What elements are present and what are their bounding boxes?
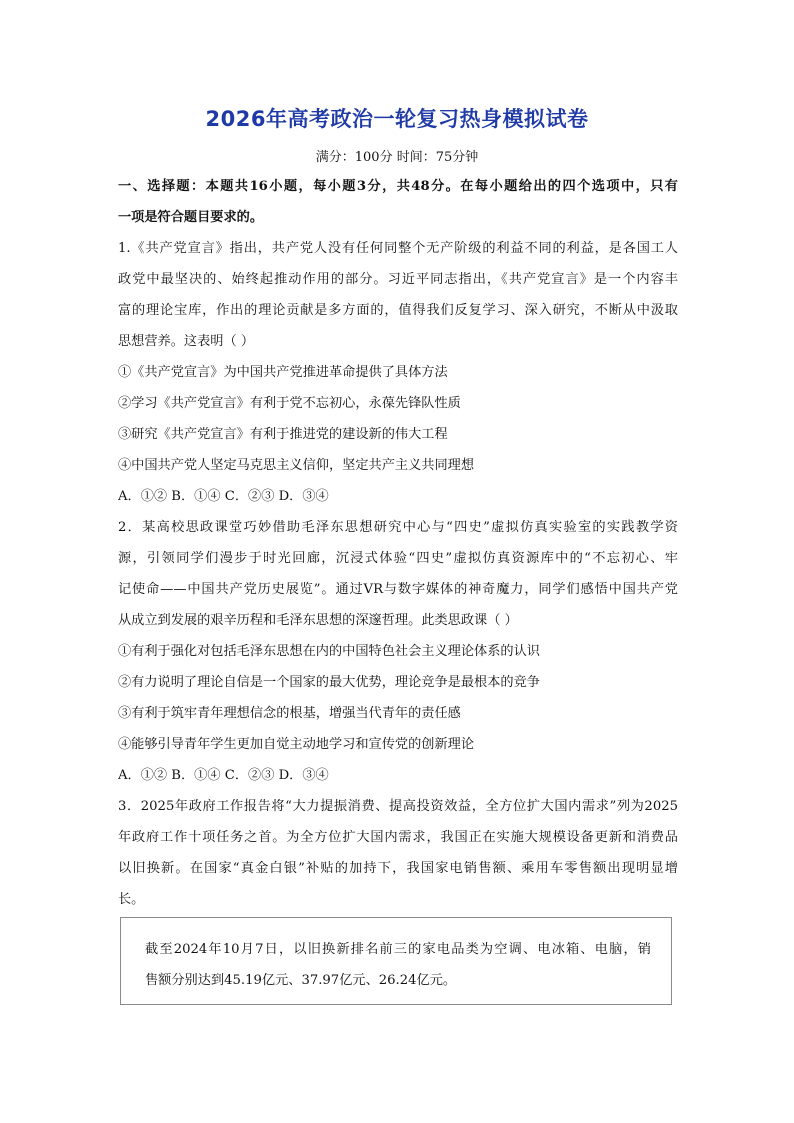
question-1-answer-options: A．①② B．①④ C．②③ D．③④ xyxy=(118,489,329,504)
question-2-statement: ②有力说明了理论自信是一个国家的最大优势，理论竞争是最根本的竞争 xyxy=(118,675,540,690)
question-2-stem: 记使命——中国共产党历史展览”。通过VR与数字媒体的神奇魔力，同学们感悟中国共产党 xyxy=(118,582,678,597)
question-1-stem: 政党中最坚决的、始终起推动作用的部分。习近平同志指出，《共产党宣言》是一个内容丰 xyxy=(118,272,678,287)
question-1-statement: ①《共产党宣言》为中国共产党推进革命提供了具体方法 xyxy=(118,365,448,380)
section-heading-cont: 一项是符合题目要求的。 xyxy=(118,210,264,225)
question-2-stem: 从成立到发展的艰辛历程和毛泽东思想的深邃哲理。此类思政课（ ） xyxy=(118,613,518,628)
exam-info: 满分：100分 时间：75分钟 xyxy=(315,150,479,165)
question-1-stem: 1.《共产党宣言》指出，共产党人没有任何同整个无产阶级的利益不同的利益，是各国工人 xyxy=(118,241,678,256)
question-2-statement: ③有利于筑牢青年理想信念的根基，增强当代青年的责任感 xyxy=(118,706,461,721)
question-3-stem: 3．2025年政府工作报告将“大力提振消费、提高投资效益，全方位扩大国内需求”列为2025 xyxy=(118,799,678,814)
question-3-stem: 年政府工作十项任务之首。为全方位扩大国内需求，我国正在实施大规模设备更新和消费品 xyxy=(118,830,678,845)
question-1-stem: 富的理论宝库，作出的理论贡献是多方面的，值得我们反复学习、深入研究，不断从中汲取 xyxy=(118,303,678,318)
material-text xyxy=(145,934,651,996)
question-3-stem: 以旧换新。在国家“真金白银”补贴的加持下，我国家电销售额、乘用车零售额出现明显增 xyxy=(118,861,678,876)
question-1-statement: ②学习《共产党宣言》有利于党不忘初心，永葆先锋队性质 xyxy=(118,396,461,411)
material-line: 售额分别达到45.19亿元、37.97亿元、26.24亿元。 xyxy=(145,973,457,988)
exam-content xyxy=(118,171,678,915)
page-title: 2026年高考政治一轮复习热身模拟试卷 xyxy=(205,107,589,131)
question-1-statement: ④中国共产党人坚定马克思主义信仰，坚定共产主义共同理想 xyxy=(118,458,475,473)
section-heading: 一、选择题：本题共16小题，每小题3分，共48分。在每小题给出的四个选项中，只有 xyxy=(118,179,678,194)
question-2-stem: 源，引领同学们漫步于时光回廊，沉浸式体验“四史”虚拟仿真资源库中的“不忘初心、牢 xyxy=(118,551,678,566)
question-3-stem: 长。 xyxy=(118,892,145,907)
question-2-statement: ①有利于强化对包括毛泽东思想在内的中国特色社会主义理论体系的认识 xyxy=(118,644,540,659)
material-box xyxy=(120,917,672,1005)
question-2-stem: 2．某高校思政课堂巧妙借助毛泽东思想研究中心与“四史”虚拟仿真实验室的实践教学资 xyxy=(118,520,678,535)
question-2-answer-options: A．①② B．①④ C．②③ D．③④ xyxy=(118,768,329,783)
question-1-stem: 思想营养。这表明（ ） xyxy=(118,334,255,349)
question-2-statement: ④能够引导青年学生更加自觉主动地学习和宣传党的创新理论 xyxy=(118,737,475,752)
material-line: 截至2024年10月7日，以旧换新排名前三的家电品类为空调、电冰箱、电脑，销 xyxy=(145,942,651,957)
question-1-statement: ③研究《共产党宣言》有利于推进党的建设新的伟大工程 xyxy=(118,427,448,442)
